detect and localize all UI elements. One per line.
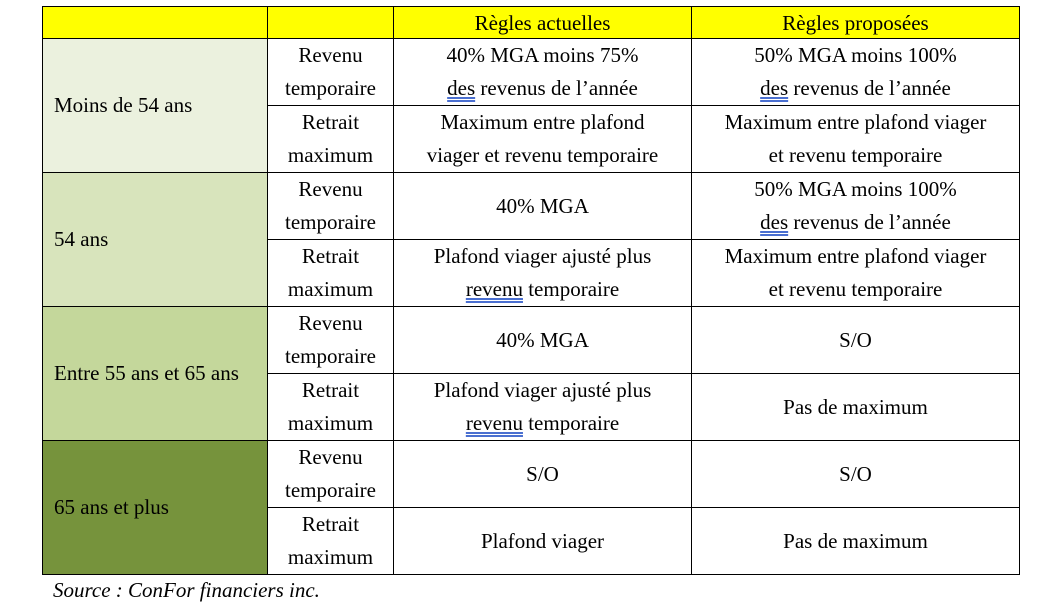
- proposed-rule-cell: S/O: [692, 307, 1020, 374]
- age-group-label: 54 ans: [43, 173, 268, 307]
- flagged-word: revenu: [465, 277, 523, 301]
- current-rule-cell: S/O: [394, 441, 692, 508]
- proposed-rule-cell: Maximum entre plafond viager et revenu temporaire: [692, 240, 1020, 307]
- row-type-cell: Retrait maximum: [268, 508, 394, 575]
- table-row: [43, 307, 1020, 374]
- table-row: [43, 173, 1020, 240]
- source-note: Source : ConFor financiers inc.: [53, 578, 320, 602]
- proposed-rule-cell: Maximum entre plafond viager et revenu temporaire: [692, 106, 1020, 173]
- row-type-cell: Retrait maximum: [268, 106, 394, 173]
- table-row: [43, 39, 1020, 106]
- rules-comparison-table: [42, 6, 1020, 575]
- header-row: [43, 7, 1020, 39]
- current-rule-cell: Maximum entre plafond viager et revenu temporaire: [394, 106, 692, 173]
- flagged-word: des: [447, 76, 476, 100]
- age-group-label: 65 ans et plus: [43, 441, 268, 575]
- current-rule-cell: Plafond viager: [394, 508, 692, 575]
- header-empty-age: [43, 7, 268, 39]
- header-empty-type: [268, 7, 394, 39]
- flagged-word: des: [760, 210, 789, 234]
- proposed-rule-cell: S/O: [692, 441, 1020, 508]
- proposed-rule-cell: 50% MGA moins 100% des revenus de l’année: [692, 39, 1020, 106]
- current-rule-cell: 40% MGA: [394, 307, 692, 374]
- proposed-rule-cell: Pas de maximum: [692, 508, 1020, 575]
- row-type-cell: Revenu temporaire: [268, 441, 394, 508]
- flagged-word: des: [760, 76, 789, 100]
- current-rule-cell: 40% MGA moins 75% des revenus de l’année: [394, 39, 692, 106]
- age-group-label: Moins de 54 ans: [43, 39, 268, 173]
- row-type-cell: Retrait maximum: [268, 374, 394, 441]
- proposed-rule-cell: 50% MGA moins 100% des revenus de l’année: [692, 173, 1020, 240]
- row-type-cell: Revenu temporaire: [268, 39, 394, 106]
- proposed-rule-cell: Pas de maximum: [692, 374, 1020, 441]
- row-type-cell: Revenu temporaire: [268, 173, 394, 240]
- current-rule-cell: Plafond viager ajusté plus revenu temporaire: [394, 240, 692, 307]
- current-rule-cell: 40% MGA: [394, 173, 692, 240]
- row-type-cell: Retrait maximum: [268, 240, 394, 307]
- flagged-word: revenu: [465, 411, 523, 435]
- current-rule-cell: Plafond viager ajusté plus revenu temporaire: [394, 374, 692, 441]
- header-proposed-rules: Règles proposées: [692, 7, 1020, 39]
- header-current-rules: Règles actuelles: [394, 7, 692, 39]
- table-row: [43, 441, 1020, 508]
- row-type-cell: Revenu temporaire: [268, 307, 394, 374]
- age-group-label: Entre 55 ans et 65 ans: [43, 307, 268, 441]
